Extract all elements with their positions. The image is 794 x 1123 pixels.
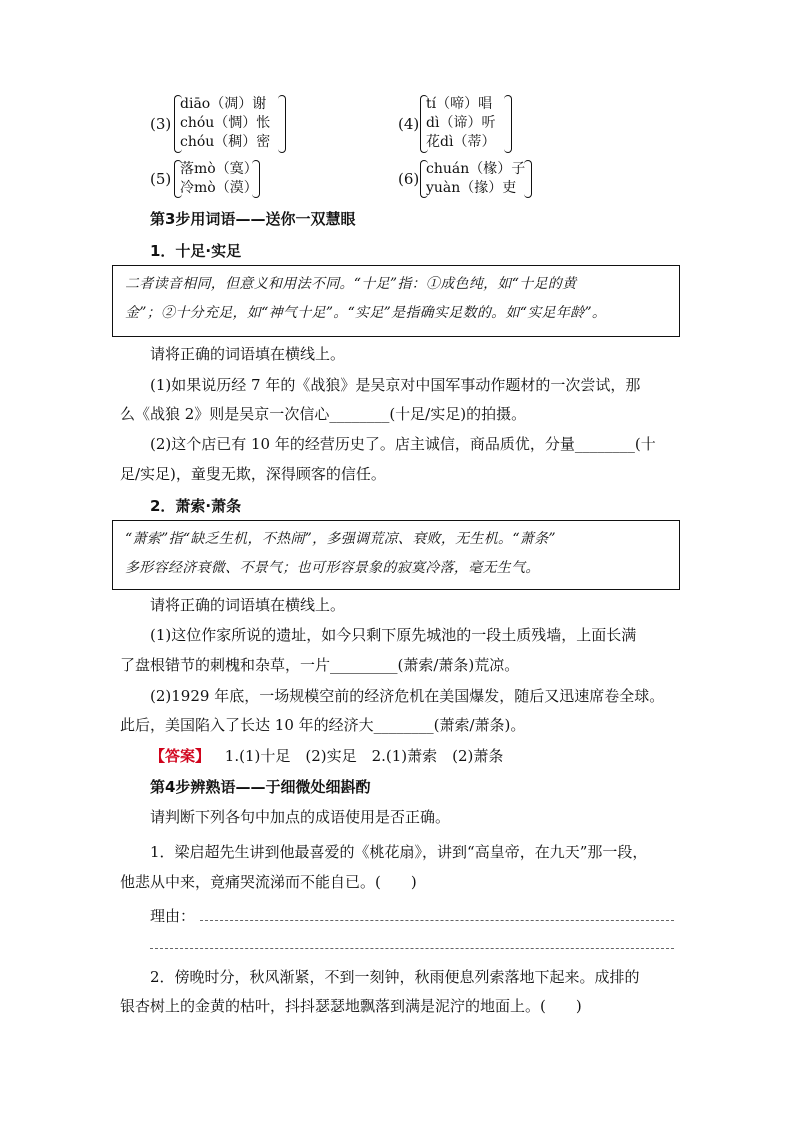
step4-q1-line1: 1．梁启超先生讲到他最喜爱的《桃花扇》，讲到“高皇帝，在九天”那一段，	[150, 843, 648, 861]
right-brace-icon	[278, 95, 286, 153]
step4-title: 第4步辨熟语——于细微处细斟酌	[150, 778, 371, 796]
group-lines	[180, 160, 258, 198]
group-lines	[426, 160, 525, 198]
pinyin-group-5	[150, 160, 260, 198]
item1-q2-line2: 足/实足)，童叟无欺，深得顾客的信任。	[120, 465, 386, 483]
item2-instruction: 请将正确的词语填在横线上。	[150, 596, 346, 614]
step4-q1-line2: 他悲从中来，竟痛哭流涕而不能自已。( )	[120, 873, 417, 891]
item1-q1-line1: (1)如果说历经 7 年的《战狼》是吴京对中国军事动作题材的一次尝试，那	[150, 376, 641, 394]
group-lines	[426, 95, 495, 152]
line: diāo（凋）谢	[180, 96, 267, 112]
reason-answer-line[interactable]	[200, 920, 674, 921]
right-brace-icon	[252, 160, 260, 198]
box-line: 二者读音相同，但意义和用法不同。“十足”指：①成色纯，如“十足的黄	[125, 276, 577, 292]
line: 落mò（寞）	[180, 161, 258, 177]
pinyin-group-4	[398, 95, 518, 153]
item2-q2-line2: 此后，美国陷入了长达 10 年的经济大________(萧索/萧条)。	[120, 716, 526, 734]
item1-q2-line1: (2)这个店已有 10 年的经营历史了。店主诚信，商品质优，分量________(十	[150, 435, 656, 453]
item2-q1-line1: (1)这位作家所说的遗址，如今只剩下原先城池的一段土质残墙，上面长满	[150, 626, 637, 644]
line: yuàn（掾）吏	[426, 180, 517, 196]
line: dì（谛）听	[426, 115, 496, 131]
item2-heading: 2．萧索·萧条	[150, 497, 242, 515]
line: 冷mò（漠）	[180, 180, 258, 196]
group-number: (6)	[398, 170, 420, 188]
answer-row	[150, 745, 503, 766]
line: chóu（稠）密	[180, 134, 271, 150]
step4-q2-line2: 银杏树上的金黄的枯叶，抖抖瑟瑟地飘落到满是泥泞的地面上。( )	[120, 997, 582, 1015]
item2-q2-line1: (2)1929 年底，一场规模空前的经济危机在美国爆发，随后又迅速席卷全球。	[150, 687, 665, 705]
pinyin-group-6	[398, 160, 538, 198]
item1-explanation-box	[112, 265, 680, 337]
box-line: “萧索”指“缺乏生机，不热闹”，多强调荒凉、衰败，无生机。“萧条”	[125, 531, 556, 547]
reason-answer-line-2[interactable]	[150, 948, 674, 949]
item1-instruction: 请将正确的词语填在横线上。	[150, 345, 346, 363]
item2-q1-line2: 了盘根错节的刺槐和杂草，一片_________(萧索/萧条)荒凉。	[120, 656, 520, 674]
step3-title: 第3步用词语——送你一双慧眼	[150, 210, 356, 228]
item1-q1-line2: 么《战狼 2》则是吴京一次信心________(十足/实足)的拍摄。	[120, 405, 527, 423]
right-brace-icon	[504, 95, 512, 153]
item2-explanation-box	[112, 520, 680, 590]
reason-label: 理由：	[150, 907, 196, 925]
line: chuán（椽）子	[426, 161, 526, 177]
line: chóu（惆）怅	[180, 115, 271, 131]
step4-instruction: 请判断下列各句中加点的成语使用是否正确。	[150, 808, 451, 826]
answer-text: 1.(1)十足 (2)实足 2.(1)萧索 (2)萧条	[224, 747, 504, 765]
box-line: 金”；②十分充足，如“神气十足”。“实足”是指确实足数的。如“实足年龄”。	[125, 305, 607, 321]
item1-heading: 1．十足·实足	[150, 242, 242, 260]
line: 花dì（蒂）	[426, 134, 496, 150]
group-number: (4)	[398, 115, 420, 133]
line: tí（啼）唱	[426, 96, 493, 112]
step4-q2-line1: 2．傍晚时分，秋风渐紧，不到一刻钟，秋雨便息列索落地下起来。成排的	[150, 968, 640, 986]
group-lines	[180, 95, 270, 152]
pinyin-group-3	[150, 95, 290, 153]
box-line: 多形容经济衰微、不景气；也可形容景象的寂寞冷落，毫无生气。	[125, 560, 540, 576]
right-brace-icon	[524, 160, 532, 198]
group-number: (5)	[150, 170, 172, 188]
group-number: (3)	[150, 115, 172, 133]
answer-label: 【答案】	[150, 747, 211, 765]
